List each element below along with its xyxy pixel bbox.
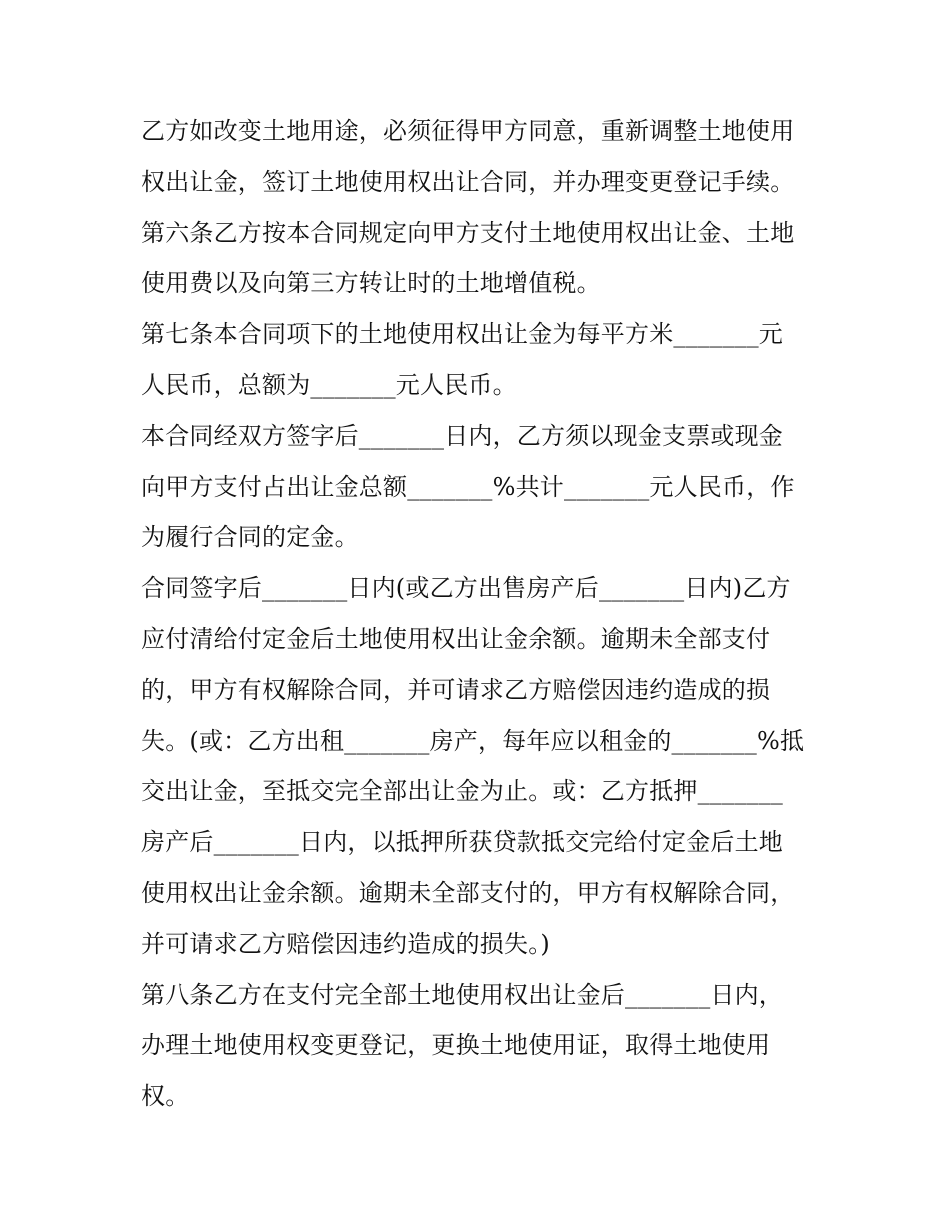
text-line: 办理土地使用权变更登记，更换土地使用证，取得土地使用 bbox=[141, 1031, 771, 1060]
text-line: 向甲方支付占出让金总额_______%共计_______元人民币，作 bbox=[141, 472, 795, 501]
text-line: 应付清给付定金后土地使用权出让金余额。逾期未全部支付 bbox=[141, 624, 771, 653]
text-line: 本合同经双方签字后_______日内，乙方须以现金支票或现金 bbox=[141, 421, 783, 450]
text-line: 交出让金，至抵交完全部出让金为止。或：乙方抵押_______ bbox=[141, 777, 783, 806]
text-line: 人民币，总额为_______元人民币。 bbox=[141, 370, 517, 399]
document-body bbox=[141, 108, 821, 1124]
text-line: 合同签字后_______日内(或乙方出售房产后_______日内)乙方 bbox=[141, 574, 791, 603]
text-line: 权出让金，签订土地使用权出让合同，并办理变更登记手续。 bbox=[141, 167, 795, 196]
text-line: 使用费以及向第三方转让时的土地增值税。 bbox=[141, 269, 601, 298]
text-line: 乙方如改变土地用途，必须征得甲方同意，重新调整土地使用 bbox=[141, 117, 795, 145]
text-line: 失。(或：乙方出租_______房产，每年应以租金的_______%抵 bbox=[141, 726, 805, 755]
text-line: 使用权出让金余额。逾期未全部支付的，甲方有权解除合同， bbox=[141, 878, 795, 907]
text-line: 权。 bbox=[141, 1082, 190, 1111]
text-line: 房产后_______日内，以抵押所获贷款抵交完给付定金后土地 bbox=[141, 828, 783, 857]
text-line: 第八条乙方在支付完全部土地使用权出让金后_______日内， bbox=[141, 980, 783, 1009]
text-line: 的，甲方有权解除合同，并可请求乙方赔偿因违约造成的损 bbox=[141, 675, 771, 704]
text-line: 第七条本合同项下的土地使用权出让金为每平方米_______元 bbox=[141, 320, 783, 349]
text-line: 第六条乙方按本合同规定向甲方支付土地使用权出让金、土地 bbox=[141, 218, 795, 247]
text-line: 为履行合同的定金。 bbox=[141, 523, 359, 552]
text-line: 并可请求乙方赔偿因违约造成的损失。) bbox=[141, 929, 550, 958]
